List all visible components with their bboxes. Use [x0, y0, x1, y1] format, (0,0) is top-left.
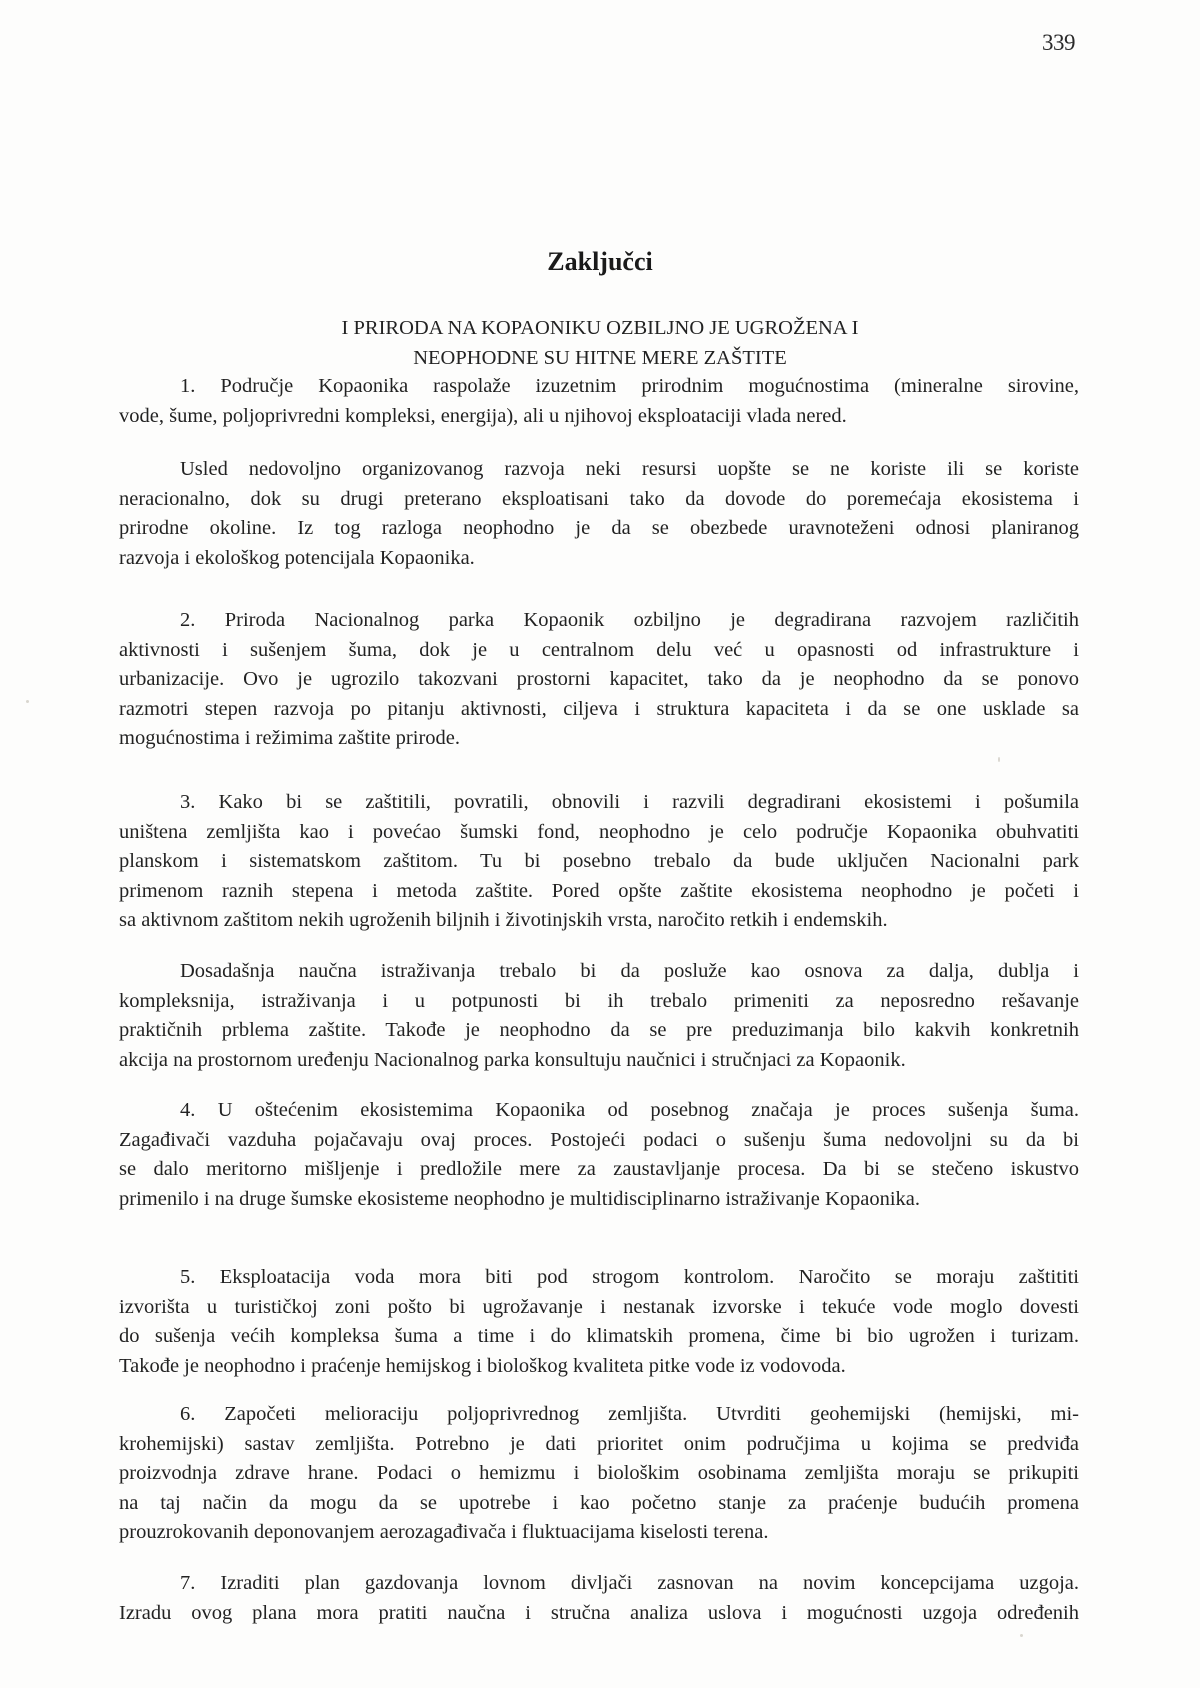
- paragraph-3-continued: [119, 957, 1079, 1075]
- text-line: 3. Kako bi se zaštitili, povratili, obnovili i razvili degradirani ekosistemi i pošumila: [180, 791, 1079, 813]
- paragraph-1: [119, 372, 1079, 431]
- scan-speck: [1020, 1634, 1023, 1637]
- text-line: praktičnih prblema zaštite. Takođe je neophodno da se pre preduzimanja bilo kakvih konkretnih: [119, 1019, 1079, 1041]
- section-heading-line: NEOPHODNE SU HITNE MERE ZAŠTITE: [413, 347, 787, 369]
- text-line: Zagađivači vazduha pojačavaju ovaj proces. Postojeći podaci o sušenju šuma nedovoljni su da bi: [119, 1128, 1079, 1151]
- text-line: na taj način da mogu da se upotrebe i kao početno stanje za praćenje budućih promena: [119, 1491, 1079, 1514]
- section-heading: [0, 313, 1200, 373]
- text-line: 5. Eksploatacija voda mora biti pod strogom kontrolom. Naročito se moraju zaštititi: [180, 1266, 1079, 1288]
- text-line: se dalo meritorno mišljenje i predložile mere za zaustavljanje procesa. Da bi se stečeno iskustvo: [119, 1158, 1079, 1180]
- section-heading-line: I PRIRODA NA KOPAONIKU OZBILJNO JE UGROŽENA I: [341, 317, 859, 339]
- scan-speck: [998, 757, 1000, 762]
- text-line: Izradu ovog plana mora pratiti naučna i stručna analiza uslova i mogućnosti uzgoja određenih: [119, 1601, 1079, 1624]
- text-line: krohemijski) sastav zemljišta. Potrebno je dati prioritet onim područjima u kojima se predviđa: [119, 1432, 1079, 1455]
- text-line: planskom i sistematskom zaštitom. Tu bi posebno trebalo da bude uključen Nacionalni park: [119, 850, 1079, 872]
- paragraph-1-continued: [119, 455, 1079, 573]
- paragraph-7: [119, 1569, 1079, 1628]
- text-line: prirodne okoline. Iz tog razloga neophodno je da se obezbede uravnoteženi odnosi planiranog: [119, 517, 1079, 539]
- text-line: 1. Područje Kopaonika raspolaže izuzetnim prirodnim mogućnostima (mineralne sirovine,: [180, 375, 1079, 397]
- text-line: do sušenja većih kompleksa šuma a time i do klimatskih promena, čime bi bio ugrožen i turizam.: [119, 1325, 1079, 1347]
- text-line: akcija na prostornom uređenju Nacionalnog parka konsultuju naučnici i stručnjaci za Kopaonik.: [119, 1048, 906, 1071]
- text-line: kompleksnija, istraživanja i u potpunosti bi ih trebalo primeniti za neposredno rešavanje: [119, 989, 1079, 1012]
- paragraph-5: [119, 1263, 1079, 1381]
- text-line: uništena zemljišta kao i povećao šumski fond, neophodno je celo područje Kopaonika obuhvatiti: [119, 820, 1079, 843]
- text-line: vode, šume, poljoprivredni kompleksi, energija), ali u njihovoj eksploataciji vlada nered.: [119, 404, 847, 427]
- text-line: prouzrokovanih deponovanjem aerozagađivača i fluktuacijama kiselosti terena.: [119, 1521, 769, 1543]
- text-line: 6. Započeti melioraciju poljoprivrednog zemljišta. Utvrditi geohemijski (hemijski, mi-: [180, 1403, 1079, 1425]
- paragraph-3: [119, 788, 1079, 936]
- text-line: urbanizacije. Ovo je ugrozilo takozvani prostorni kapacitet, tako da je neophodno da se ponovo: [119, 668, 1079, 690]
- paragraph-4: [119, 1096, 1079, 1214]
- chapter-title: Zaključci: [547, 247, 653, 276]
- scan-speck: [26, 700, 29, 703]
- text-line: primenom raznih stepena i metoda zaštite. Pored opšte zaštite ekosistema neophodno je početi i: [119, 879, 1079, 902]
- text-line: razmotri stepen razvoja po pitanju aktivnosti, ciljeva i struktura kapaciteta i da se one usklade sa: [119, 697, 1079, 720]
- page-number: 339: [1042, 30, 1075, 55]
- paragraph-2: [119, 606, 1079, 754]
- text-line: Usled nedovoljno organizovanog razvoja neki resursi uopšte se ne koriste ili se koriste: [180, 458, 1079, 480]
- text-line: neracionalno, dok su drugi preterano eksploatisani tako da dovode do poremećaja ekosistema i: [119, 487, 1079, 510]
- text-line: 7. Izraditi plan gazdovanja lovnom divljači zasnovan na novim koncepcijama uzgoja.: [180, 1572, 1079, 1594]
- text-line: 2. Priroda Nacionalnog parka Kopaonik ozbiljno je degradirana razvojem različitih: [180, 609, 1079, 631]
- text-line: razvoja i ekološkog potencijala Kopaonika.: [119, 546, 475, 569]
- paragraph-6: [119, 1400, 1079, 1548]
- text-line: 4. U oštećenim ekosistemima Kopaonika od posebnog značaja je proces sušenja šuma.: [180, 1099, 1079, 1121]
- text-line: Dosadašnja naučna istraživanja trebalo bi da posluže kao osnova za dalja, dublja i: [180, 960, 1079, 982]
- text-line: mogućnostima i režimima zaštite prirode.: [119, 727, 460, 749]
- text-line: primenilo i na druge šumske ekosisteme neophodno je multidisciplinarno istraživanje Kopaonika.: [119, 1187, 921, 1210]
- text-line: izvorišta u turističkoj zoni pošto bi ugrožavanje i nestanak izvorske i tekuće vode moglo dovesti: [119, 1295, 1079, 1318]
- text-line: Takođe je neophodno i praćenje hemijskog i biološkog kvaliteta pitke vode iz vodovoda.: [119, 1354, 846, 1377]
- text-line: aktivnosti i sušenjem šuma, dok je u centralnom delu već u opasnosti od infrastrukture i: [119, 638, 1079, 661]
- text-line: sa aktivnom zaštitom nekih ugroženih biljnih i životinjskih vrsta, naročito retkih i endemskih.: [119, 909, 888, 931]
- text-line: proizvodnja zdrave hrane. Podaci o hemizmu i biološkim osobinama zemljišta moraju se prikupiti: [119, 1462, 1079, 1484]
